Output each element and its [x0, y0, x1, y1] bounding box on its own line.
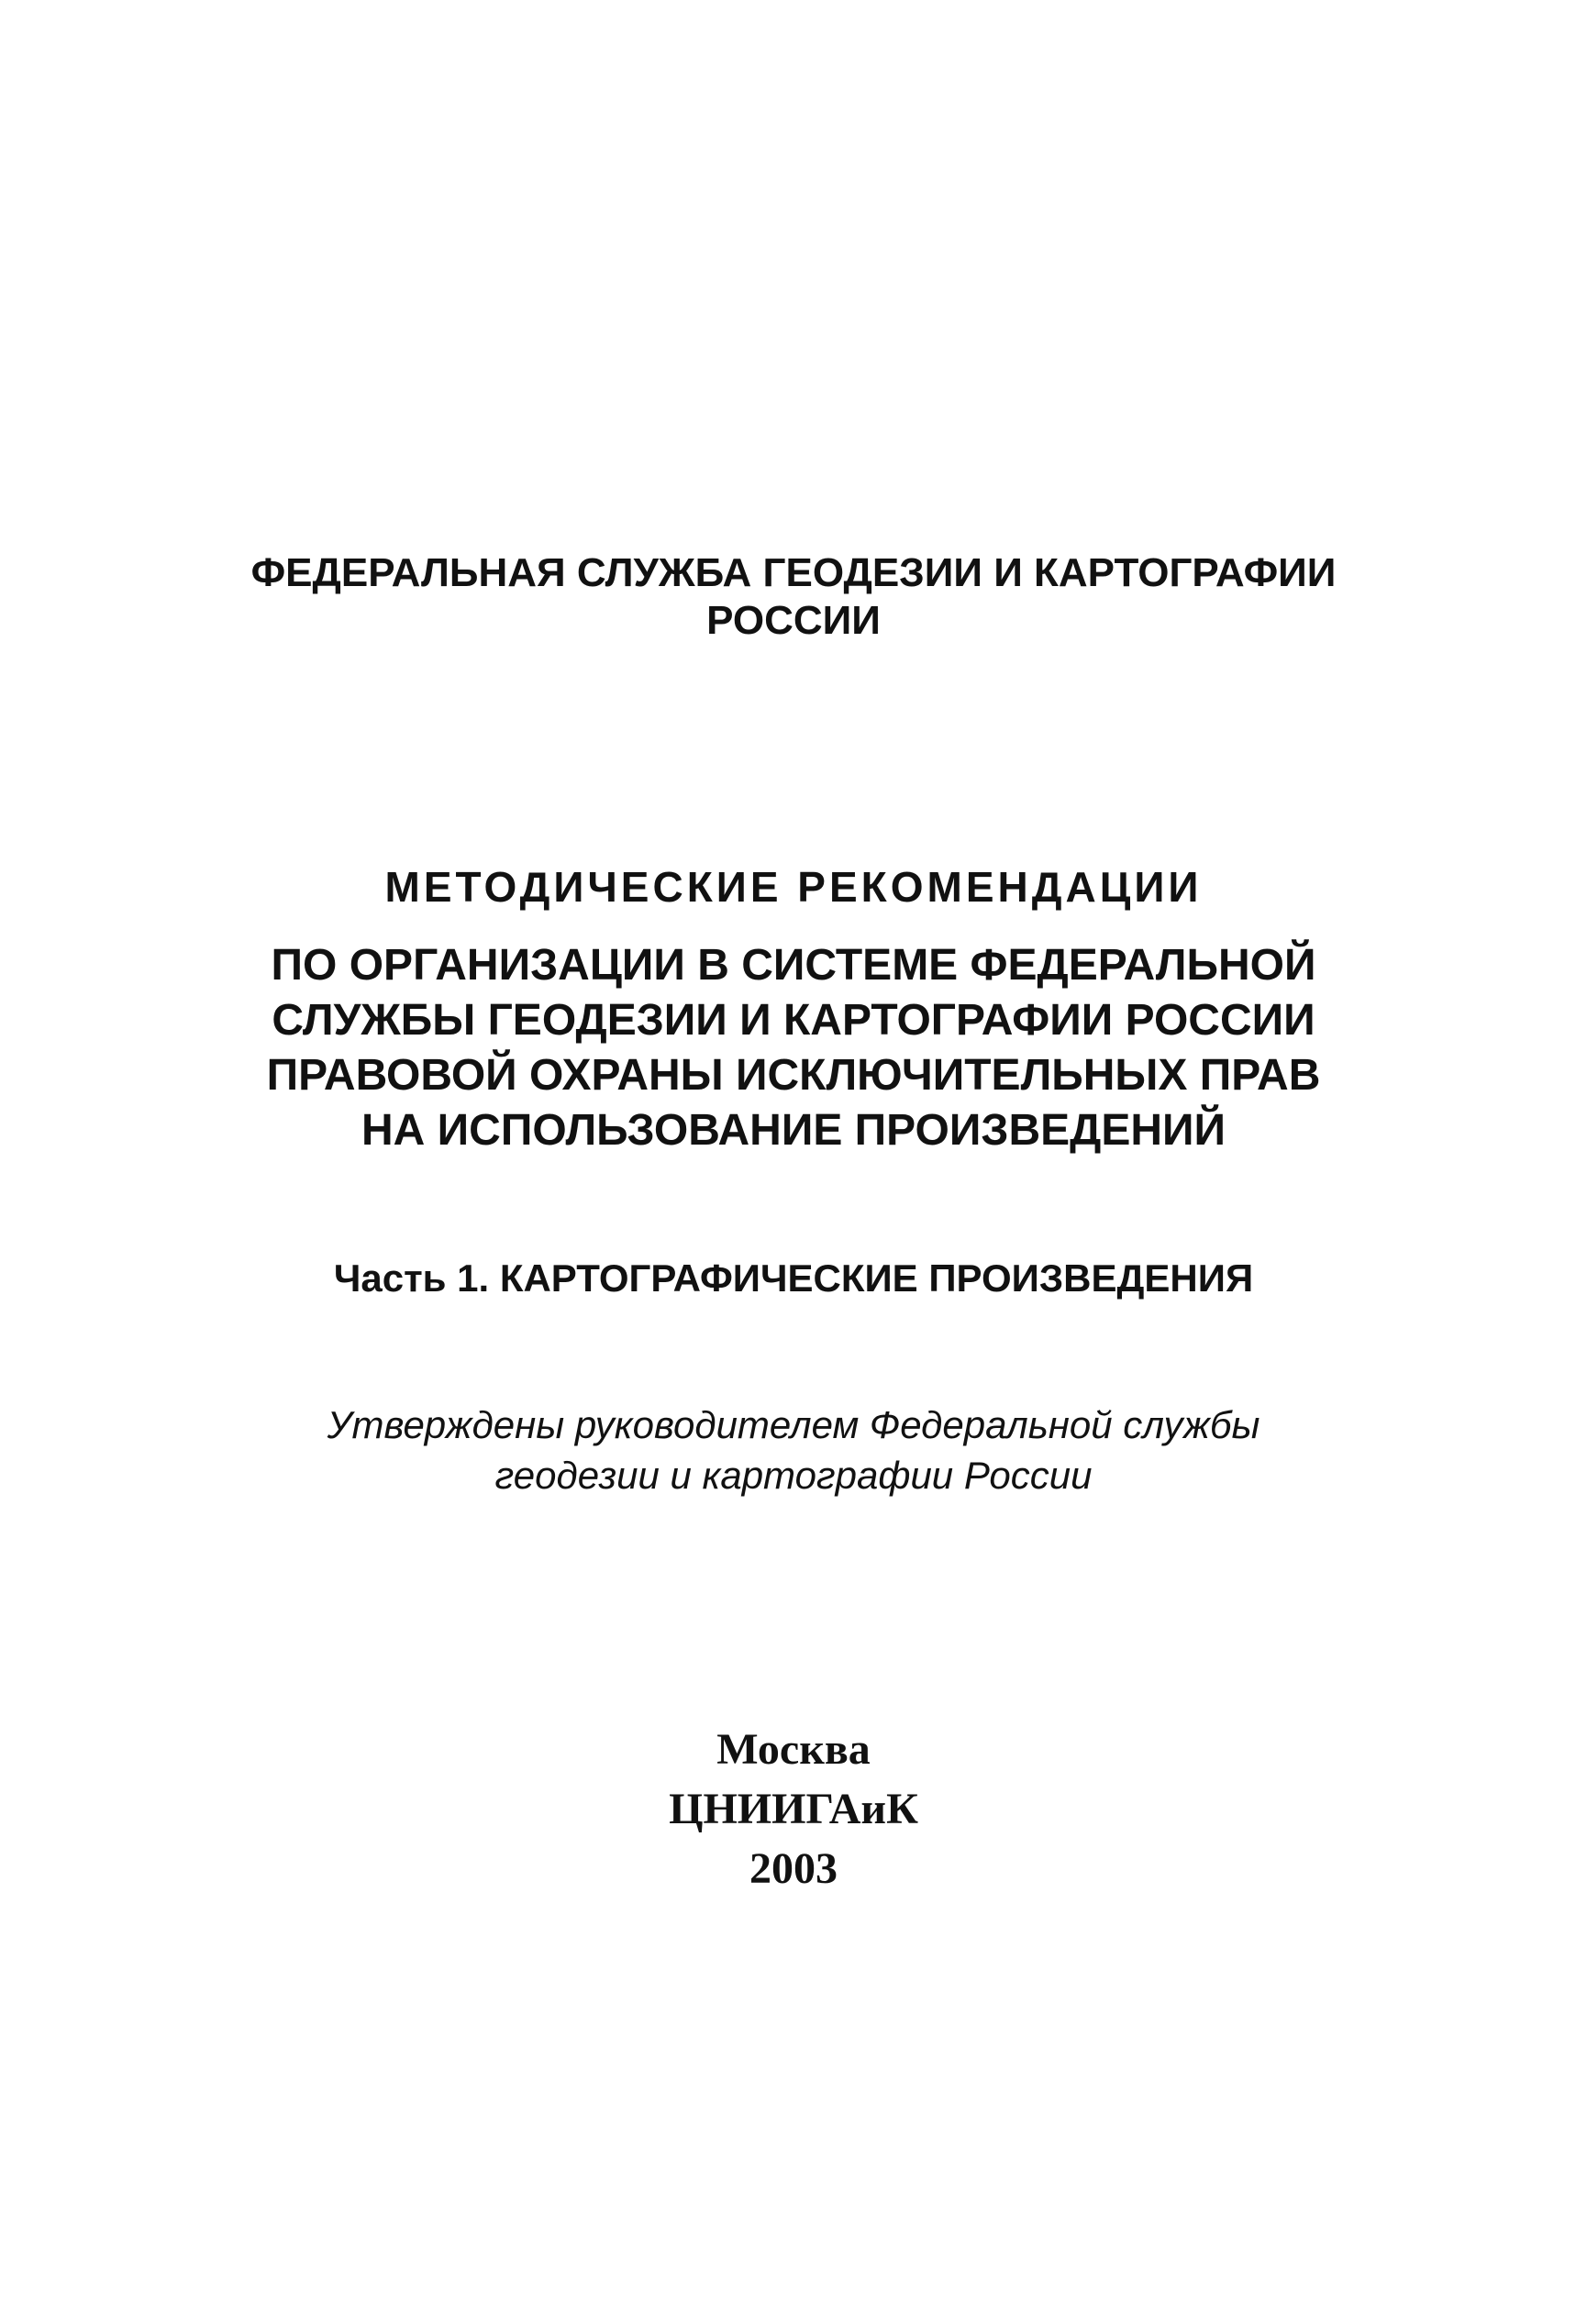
approval-line-2: геодезии и картографии России — [494, 1454, 1093, 1497]
approval-line-1: Утверждены руководителем Федеральной службы — [327, 1403, 1260, 1446]
title-line-2: СЛУЖБЫ ГЕОДЕЗИИ И КАРТОГРАФИИ РОССИИ — [272, 996, 1315, 1045]
title-line-4: НА ИСПОЛЬЗОВАНИЕ ПРОИЗВЕДЕНИЙ — [361, 1106, 1226, 1155]
organization-line-1: ФЕДЕРАЛЬНАЯ СЛУЖБА ГЕОДЕЗИИ И КАРТОГРАФИИ — [250, 550, 1337, 595]
imprint-year: 2003 — [749, 1844, 838, 1893]
document-heading: МЕТОДИЧЕСКИЕ РЕКОМЕНДАЦИИ — [384, 863, 1203, 911]
title-line-3: ПРАВОВОЙ ОХРАНЫ ИСКЛЮЧИТЕЛЬНЫХ ПРАВ — [266, 1051, 1321, 1100]
imprint-publisher: ЦНИИГАиК — [669, 1785, 918, 1833]
title-line-1: ПО ОРГАНИЗАЦИИ В СИСТЕМЕ ФЕДЕРАЛЬНОЙ — [271, 941, 1316, 990]
part-title: Часть 1. КАРТОГРАФИЧЕСКИЕ ПРОИЗВЕДЕНИЯ — [333, 1256, 1254, 1300]
organization-line-2: РОССИИ — [706, 598, 881, 643]
imprint-city: Москва — [716, 1725, 871, 1774]
